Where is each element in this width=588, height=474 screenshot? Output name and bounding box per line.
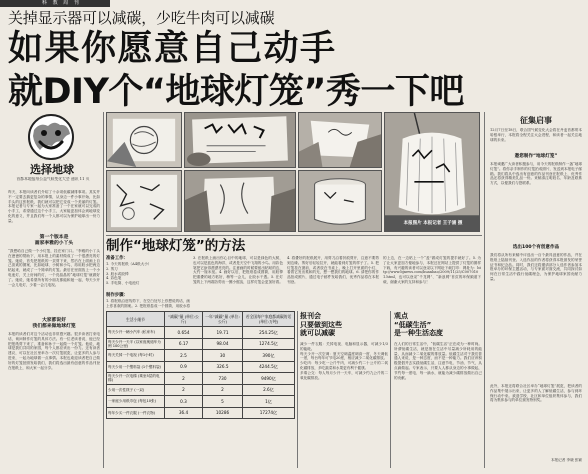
table-cell-value: 326.5 xyxy=(203,361,243,373)
table-cell-label: 每天关掉一个电视 (每1小时) xyxy=(107,350,165,362)
table-row xyxy=(107,327,295,339)
table-cell-value: 10286 xyxy=(203,407,243,419)
right-title: 征集启事 xyxy=(520,116,552,125)
table-cell-value: 6.17 xyxy=(165,338,203,350)
photo-handwritten-paper xyxy=(184,112,296,168)
table-cell-value: 0.3 xyxy=(165,396,203,408)
photo-colored-sheet xyxy=(106,170,182,232)
section-rule xyxy=(106,235,482,236)
table-cell-label: 每天少开一次电梯 (乘坐5层的电梯) xyxy=(107,373,165,385)
table-cell-value: 30 xyxy=(203,350,243,362)
table-cell-value: 0.9 xyxy=(165,361,203,373)
steps-heading: 制作步骤： xyxy=(106,293,128,298)
sidebar-intro: 昨天，本报向读者们介绍了十余项低碳减排事项。其实并不一定要去搞更复杂的事情，从身边一件小事开始，比如手头的这张报纸，我们就可以把它变成一个美丽的灯笼。本报记者与专家一起为大家准备了一个在家就可以完成的小手工，希望通过这个小手工，大家能更加体会到地球变化的意义，并且我们每一个人都可以为保护地球出一份力量。 xyxy=(8,190,100,223)
column-divider xyxy=(297,311,298,468)
table-cell-value: 254.25亿 xyxy=(243,327,295,339)
table-cell-label: 一家庭少用纸巾包 (每包10张) xyxy=(107,396,165,408)
table-cell-value: 2 xyxy=(203,384,243,396)
method-col4: 的上边，在一边粘上一个“盖”做成灯笼的提手就好了。5. 为了让大家更加方便地参与，本报还在网站上提供了灯笼的图样下载，有兴趣的读者可以登录以下网址下载打印：网址为：http://www.bjnews.com/huanbao/2009/11/25/C0070101.html，也可以登录“千龙网”、“新浪网”首页的环保频道下载，谢谢大家的支持和参与！ xyxy=(383,256,481,284)
headline-kicker: 关掉显示器可以减碳，少吃牛肉可以减碳 xyxy=(8,9,275,27)
note2-title: 观点 “低碳生活” 是一种生活态度 xyxy=(394,312,443,337)
table-header: 若全国每户家庭都减碳的话 (单位:万吨) xyxy=(243,312,295,327)
table-cell-label: 每天少开一辆小汽车 (私家车) xyxy=(107,327,165,339)
table-cell-value: 98.04 xyxy=(203,338,243,350)
photo-drawing-globe xyxy=(106,112,182,168)
sidebar-sec1-body: “我想给自己做一个小灯笼，挂在家门口。”李雅的小丫头在爸爸的帮助下，用本报上的素材做成了一个很漂亮的灯笼。她说，首先把报纸的一页剪下来，然后在上面画上自己喜欢的图案，比如地球、小树和小鸟，再用胶水把两边粘起来，就成了一个简单的灯笼。最后在里面放上一个小电池灯，关上房间的灯，一个亮晶晶的“地球灯笼”就做好了。她说，她希望所有的小朋友都能和她一起，每天少开一会儿电灯，少看一会儿电视。 xyxy=(8,249,100,287)
table-cell-value: 1亿 xyxy=(243,396,295,408)
masthead-bar xyxy=(0,0,110,7)
table-cell-value: 2.6亿 xyxy=(243,384,295,396)
note1-title: 报刊会 只要做到这些 就可以减碳 xyxy=(300,312,342,337)
table-cell-label: 少用一次性筷子 (一双) xyxy=(107,384,165,396)
photo-caption: 本报图片 本报记者 王子涵 摄 xyxy=(403,221,463,226)
logo-title: 选择地球 xyxy=(30,163,74,176)
tools-list: 1. 今天的报纸（A4纸大小） 2. 剪刀 3. 胶水或胶棒 4. 彩色笔 5. 手电筒、小电池灯 xyxy=(106,262,152,286)
sidebar-sec2-title: 大家都说好 我们都来做地球灯笼 xyxy=(32,318,76,329)
table-cell-value: 2.5 xyxy=(165,350,203,362)
table-cell-label: 每年少买一件衣服 (一件衣物) xyxy=(107,407,165,419)
right-sub1: 邀您制作“地球灯笼” xyxy=(514,154,558,159)
photo-rolled-tube xyxy=(298,170,382,232)
table-cell-value: 1274.5亿 xyxy=(243,338,295,350)
right-body2: 我们将从所有来稿中评选出一百个最具创意的作品，并在报纸上陆续刊登。入选作品的作者将获得本报颁发的荣誉证书和纪念品。同时，我们还将邀请部分入选作者参加本报举办的环保主题活动，与专家面对面交流，共同探讨如何在日常生活中践行低碳理念，为保护地球家园贡献力量。 xyxy=(490,253,582,281)
table-cell-value: 5 xyxy=(203,396,243,408)
table-cell-value: 19.71 xyxy=(203,327,243,339)
photo-folding-paper xyxy=(298,112,382,168)
sidebar-sec1-title: 第一个版本是 画家李雅的小丫头 xyxy=(34,235,74,246)
table-row xyxy=(107,350,295,362)
sidebar-sec2-body: 本报的读者们对这个活动也非常感兴趣。很多读者打来电话，询问制作灯笼的具体方法。有一位老读者说，他已经把报纸剪下来了，准备和孙子一起做一个灯笼。他说，地球是我们共同的家园，每个人都应该出一份力。还有读者建议，可以在社区里举办一次灯笼展览，让更多的人参与进来，一起为地球做一点事情。本报也欢迎读者把自己做好的灯笼拍照发给我们，我们将选出最有创意的作品刊登在报纸上，和大家一起分享。 xyxy=(8,332,100,370)
method-col2: 3. 在报纸上画出你心目中的地球，可以是绿色的大树，也可以是蓝色的海洋，或者是天空中飞翔的小鸟。用彩色笔把它涂得漂漂亮亮的。注意画的时候要留出粘贴的边，大约一厘米宽。4. 画好以后，把报纸卷成圆筒，用胶棒把重叠的地方粘好，稍等一会儿，让胶水干透。5. 在灯笼的上下两端各剪出一圈小锯齿，这样灯笼会更加好看。 xyxy=(193,256,283,284)
method-col3: 4. 将叠好的报纸展开，用剪刀沿着折痕剪开，注意不要剪到边缘。剪好后轻轻拉开，就能看到灯笼的样子了。5. 把灯笼挂在窗前，或者放在书桌上，晚上打开里面的小灯，看着它发出柔和的光，想一想我们的地球。6. 请把你的作品拍成照片，通过电子邮件发给我们，优秀作品将在本报刊登。 xyxy=(287,256,379,284)
table-row xyxy=(107,384,295,396)
method-title: 制作“地球灯笼”的方法 xyxy=(106,238,246,254)
tools-heading: 准备工作： xyxy=(106,256,128,261)
table-row xyxy=(107,373,295,385)
table-cell-value: 390亿 xyxy=(243,350,295,362)
right-body1: 本报诚邀广大读者积极参与，用今天的报纸制作一盏“地球灯笼”。将你亲手制作的灯笼拍成照片，发送到本报电子邮箱。我们将从中选出有创意的作品刊登在报纸上，优秀作品还将获得精美礼品一份。来稿请注明姓名、年龄及联系方式，以便我们与您联系。 xyxy=(490,162,582,186)
steps-text: 1. 将报纸沿虚线剪下，在空白处写上你想说的话，画上你喜欢的图案。2. 把报纸卷成一个圆筒，用胶水将 xyxy=(106,299,190,308)
column-divider xyxy=(103,112,104,468)
table-row xyxy=(107,407,295,419)
column-divider xyxy=(484,112,485,468)
table-cell-value: 0.654 xyxy=(165,327,203,339)
smiley-earth-icon xyxy=(26,112,76,162)
table-header: 生活小细节 xyxy=(107,312,165,327)
table-header-row xyxy=(107,312,295,327)
table-row xyxy=(107,361,295,373)
table-cell-label: 每天少开一天半 (以家庭奥迪车为例 100公里) xyxy=(107,338,165,350)
table-header: “减碳”量 (单位:公斤) xyxy=(165,312,203,327)
table-cell-label: 每天少用一个塑料袋 (1个塑料袋) xyxy=(107,361,165,373)
note1-body: 减少一件衣服：关掉电视、电脑和显示器，可减少1/3的能耗。 每天少开一次空调：夏天空调温度调高一度，冬天调低一度，每台每年可节电20度，相应减少二氧化碳排放。 少吃肉：每少吃一公斤牛肉，可减少约二十公斤的二氧化碳排放，多吃蔬菜和水果更有利于健康。 多乘公交：每人每月少开一天车，可减少约九公斤的二氧化碳排放。 xyxy=(300,342,388,380)
table-cell-value: 2 xyxy=(165,384,203,396)
table-row xyxy=(107,396,295,408)
table-header: 一年“减碳”量 (单位:公斤) xyxy=(203,312,243,327)
table-cell-value: 36.4 xyxy=(165,407,203,419)
table-cell-value: 17274亿 xyxy=(243,407,295,419)
table-row xyxy=(107,338,295,350)
masthead-text: 科 教 周 刊 xyxy=(42,0,81,6)
photo-tearing-paper xyxy=(184,170,296,232)
table-cell-value: 4244.5亿 xyxy=(243,361,295,373)
note2-body: 在人们的日常生活中，“低碳生活”正在成为一种时尚。所谓低碳生活，就是指在生活中尽量减少所耗用的能量，从而减少二氧化碳的排放量。低碳生活对于我们普通人来说，是一种态度，而不是一种能力。我们应该积极提倡并去实践低碳生活，注意节电、节油、节气，从点滴做起。专家表示，只要人人都从身边的小事做起，节约每一度电、每一滴水，就能为减少碳排放做出自己的贡献。 xyxy=(394,342,482,380)
table-cell-value: 9490亿 xyxy=(243,373,295,385)
headline-line2: 就DIY个“地球灯笼”秀一下吧 xyxy=(8,72,464,112)
headline-line1: 如果你愿意自己动手 xyxy=(8,29,337,69)
right-intro: 12月7日至18日，联合国气候变化大会将在丹麦首都哥本哈根举行，本报将全程关注大会进程，和读者一起关注地球的未来。 xyxy=(490,128,582,142)
right-sub2: 选出100个有创意作品 xyxy=(512,245,560,250)
table-cell-value: 2 xyxy=(165,373,203,385)
photo-lantern-hanging xyxy=(384,112,480,232)
table-cell-value: 730 xyxy=(203,373,243,385)
right-signature: 本报记者 李晓 张颖 xyxy=(550,458,582,462)
carbon-reduction-table xyxy=(106,311,295,419)
right-body3: 此外，本报还将联合社区举办“地球灯笼”展览，把读者的作品集中展示出来，让更多的人了解低碳生活，参与到环保行动中来。欢迎学校、社区和单位组织集体参与，我们将为集体参与的单位颁发特别奖。 xyxy=(490,384,582,403)
column-divider xyxy=(390,311,391,468)
logo-caption: 首都本地报纸公益气候变化大会 通讯 11 页 xyxy=(16,177,90,181)
